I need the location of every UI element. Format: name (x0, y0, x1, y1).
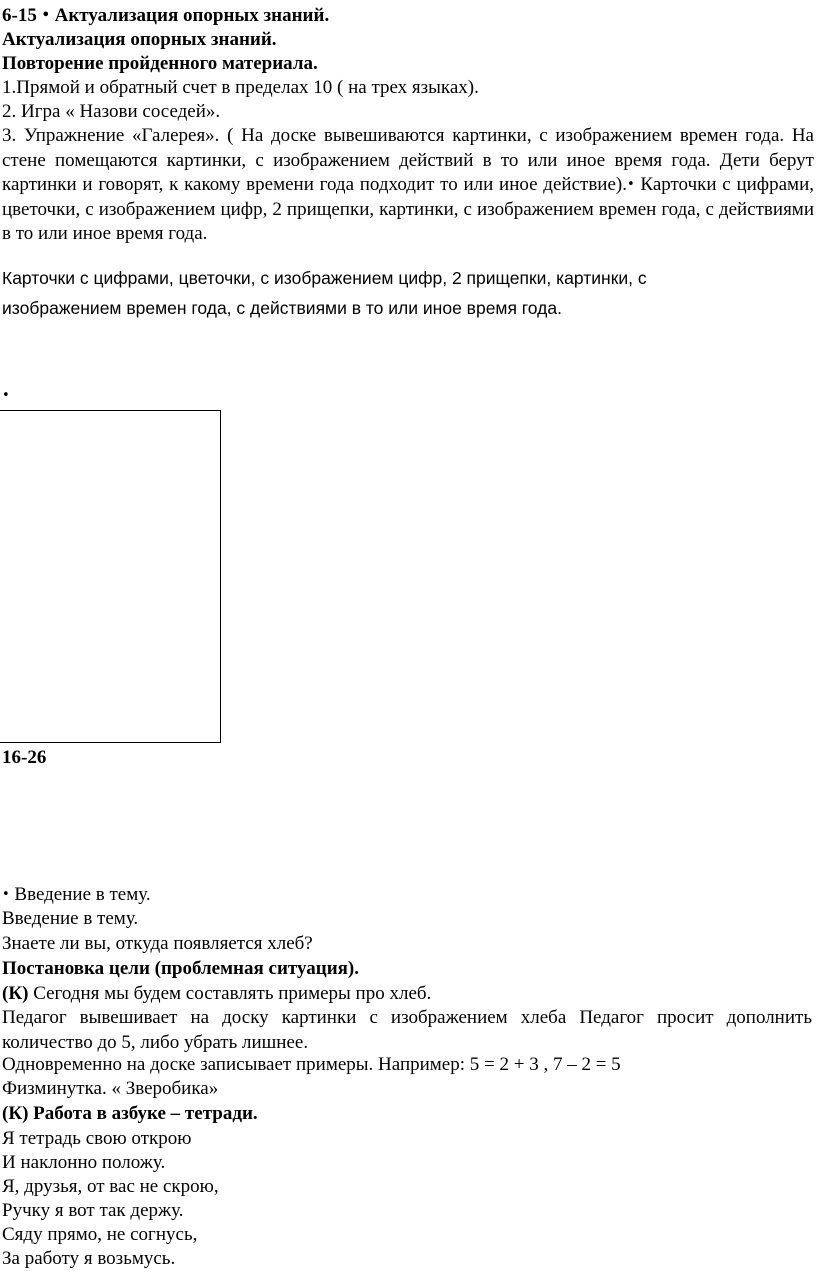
bullet-icon: • (626, 177, 635, 193)
poem-line: И наклонно положу. (2, 1152, 166, 1173)
section2-physical: Физминутка. « Зверобика» (2, 1078, 219, 1099)
poem-line: Ручку я вот так держу. (2, 1200, 184, 1221)
section1-range: 6-15 (2, 5, 37, 26)
bullet-icon: • (41, 8, 50, 23)
k-label: (К) (2, 983, 29, 1004)
poem-line: Сяду прямо, не согнусь, (2, 1224, 198, 1245)
section2-examples: Одновременно на доске записывает примеры. Например: 5 = 2 + 3 , 7 – 2 = 5 (2, 1054, 621, 1075)
section2-range: 16-26 (2, 747, 47, 768)
k-text: Сегодня мы будем составлять примеры про хлеб. (28, 983, 432, 1004)
section2-work-heading: (К) Работа в азбуке – тетради. (2, 1103, 258, 1124)
section2-topic: Введение в тему. (9, 884, 151, 905)
section2-question: Знаете ли вы, откуда появляется хлеб? (2, 933, 313, 954)
bullet-icon: • (2, 388, 10, 403)
section1-item3 (2, 124, 814, 247)
section1-item3-materials: Карточки с цифрами, цветочки, с изображением цифр, 2 прищепки, картинки, с изображением времен года, с действиями в то или иное время года. (2, 174, 814, 245)
section2-goal-heading: Постановка цели (проблемная ситуация). (2, 958, 360, 979)
section2-k-line (2, 982, 431, 1006)
section1-item2: 2. Игра « Назови соседей». (2, 101, 221, 122)
section1-heading: Актуализация опорных знаний. (2, 29, 277, 50)
section2-topic-line (2, 883, 151, 907)
section1-title-line (2, 4, 329, 28)
poem-line: За работу я возьмусь. (2, 1248, 176, 1269)
section1-subheading: Повторение пройденного материала. (2, 53, 318, 74)
section1-item1: 1.Прямой и обратный счет в пределах 10 ( на трех языках). (2, 77, 479, 98)
divider-bullet (2, 384, 10, 408)
section1-item3-text: 3. Упражнение «Галерея». ( На доске вывешиваются картинки, с изображением времен года. На стене помещаются картинки, с изображением действий в то или иное время года. Дети берут картинки и говорят, к какому времени года подходит то или иное действие). (2, 125, 814, 196)
section1-materials: Карточки с цифрами, цветочки, с изображением цифр, 2 прищепки, картинки, с изображением времен года, с действиями в то или иное время года. (2, 268, 647, 318)
poem-line: Я, друзья, от вас не скрою, (2, 1176, 219, 1197)
bullet-icon: • (2, 887, 10, 902)
image-frame (0, 410, 221, 743)
section2-teacher-text: Педагог вывешивает на доску картинки с изображением хлеба Педагог просит дополнить количество до 5, либо убрать лишнее. (2, 1007, 812, 1053)
section2-heading: Введение в тему. (2, 908, 139, 929)
poem-line: Я тетрадь свою открою (2, 1128, 192, 1149)
section1-topic: Актуализация опорных знаний. (54, 5, 330, 26)
